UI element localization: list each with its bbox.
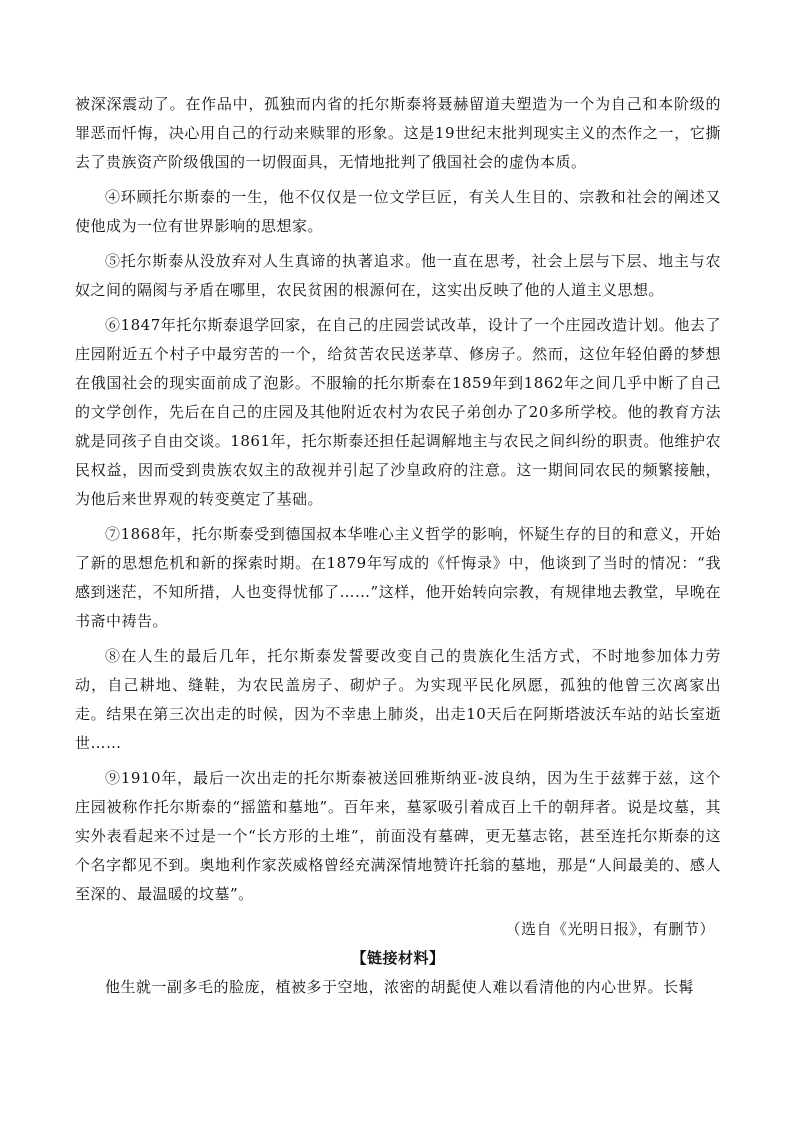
paragraph-5: ⑤托尔斯泰从没放弃对人生真谛的执著追求。他一直在思考，社会上层与下层、地主与农奴之间的隔阂与矛盾在哪里，农民贫困的根源何在，这实出反映了他的人道主义思想。 bbox=[75, 252, 721, 299]
paragraph-7: ⑦1868年，托尔斯泰受到德国叔本华唯心主义哲学的影响，怀疑生存的目的和意义，开始了新的思想危机和新的探索时期。在1879年写成的《忏悔录》中，他谈到了当时的情况：“我感到迷茫，不知所措，人也变得忧郁了……”这样，他开始转向宗教，有规律地去教堂，早晚在书斋中祷告。 bbox=[75, 525, 721, 630]
article-body bbox=[75, 90, 721, 1008]
paragraph-8: ⑧在人生的最后几年，托尔斯泰发誓要改变自己的贵族化生活方式，不时地参加体力劳动，自己耕地、缝鞋，为农民盖房子、砌炉子。为实现平民化夙愿，孤独的他曾三次离家出走。结果在第三次出走的时候，因为不幸患上肺炎，出走10天后在阿斯塔波沃车站的站长室逝世…… bbox=[75, 647, 721, 752]
paragraph-9: ⑨1910年，最后一次出走的托尔斯泰被送回雅斯纳亚-波良纳，因为生于兹葬于兹，这个庄园被称作托尔斯泰的“摇篮和墓地”。百年来，墓冢吸引着成百上千的朝拜者。说是坟墓，其实外表看起来不过是一个“长方形的土堆”，前面没有墓碑，更无墓志铭，甚至连托尔斯泰的这个名字都见不到。奥地利作家茨威格曾经充满深情地赞许托翁的墓地，那是“人间最美的、感人至深的、最温暖的坟墓”。 bbox=[75, 769, 721, 903]
paragraph-4: ④环顾托尔斯泰的一生，他不仅仅是一位文学巨匠，有关人生目的、宗教和社会的阐述又使他成为一位有世界影响的思想家。 bbox=[75, 188, 721, 235]
link-material-paragraph: 他生就一副多毛的脸庞，植被多于空地，浓密的胡髭使人难以看清他的内心世界。长髯 bbox=[105, 978, 695, 996]
link-material-heading: 【链接材料】 bbox=[351, 949, 445, 967]
paragraph-3-continued: 被深深震动了。在作品中，孤独而内省的托尔斯泰将聂赫留道夫塑造为一个为自己和本阶级的罪恶而忏悔，决心用自己的行动来赎罪的形象。这是19世纪末批判现实主义的杰作之一，它撕去了贵族资产阶级俄国的一切假面具，无情地批判了俄国社会的虚伪本质。 bbox=[75, 95, 721, 171]
paragraph-6: ⑥1847年托尔斯泰退学回家，在自己的庄园尝试改革，设计了一个庄园改造计划。他去了庄园附近五个村子中最穷苦的一个，给贫苦农民送茅草、修房子。然而，这位年轻伯爵的梦想在俄国社会的现实面前成了泡影。不服输的托尔斯泰在1859年到1862年之间几乎中断了自己的文学创作，先后在自己的庄园及其他附近农村为农民子弟创办了20多所学校。他的教育方法就是同孩子自由交谈。1861年，托尔斯泰还担任起调解地主与农民之间纠纷的职责。他维护农民权益，因而受到贵族农奴主的敌视并引起了沙皇政府的注意。这一期间同农民的频繁接触，为他后来世界观的转变奠定了基础。 bbox=[75, 316, 721, 508]
source-citation: （选自《光明日报》，有删节） bbox=[505, 920, 715, 938]
